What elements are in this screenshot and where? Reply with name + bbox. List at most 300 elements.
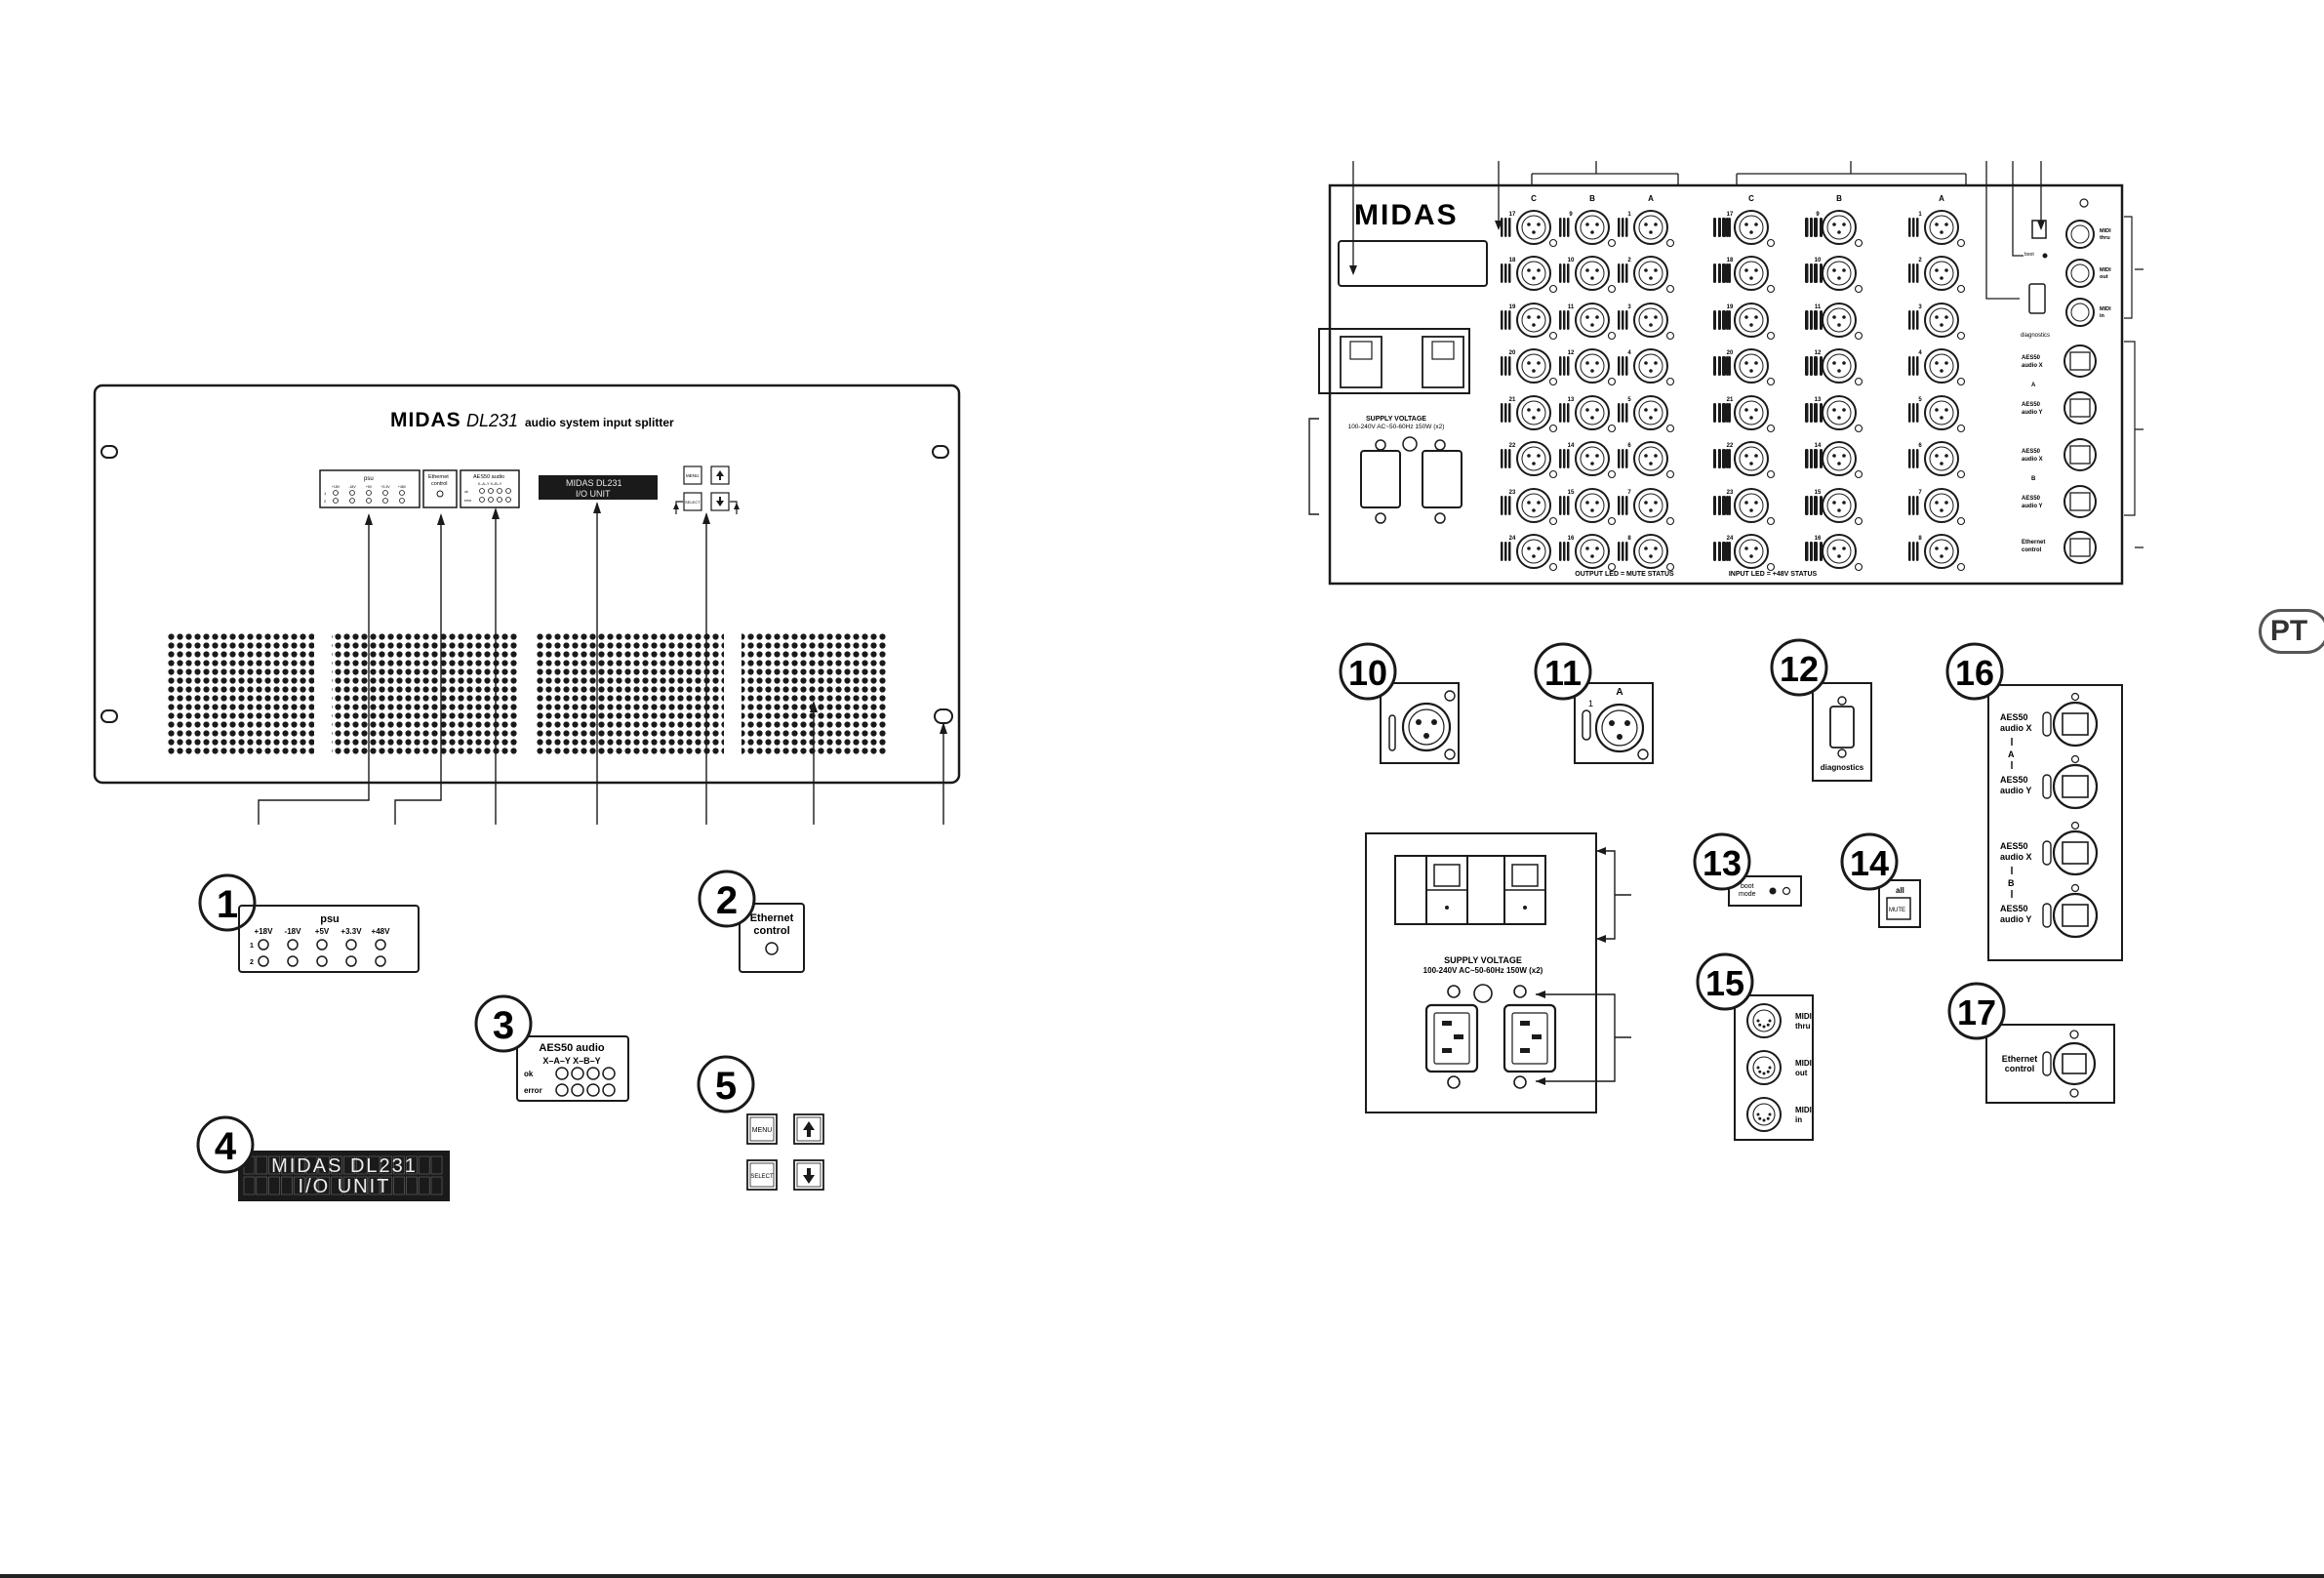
rear-xlr-pin: [1590, 508, 1594, 512]
rear-xlr-pin: [1654, 546, 1658, 550]
rear-right-column: [2021, 199, 2135, 563]
rear-bank-label: B: [1836, 194, 1842, 203]
rear-xlr-pin: [1590, 462, 1594, 465]
aes50-title: AES50 audio: [539, 1042, 605, 1054]
rear-fin: [1916, 263, 1919, 283]
rear-xlr-pin: [1944, 223, 1948, 226]
rear-xlr-pin: [1754, 454, 1758, 458]
rear-fin: [1622, 449, 1624, 468]
rear-vent-slot: [1820, 449, 1823, 468]
aes-detail-sub-label: audio X: [2000, 852, 2032, 862]
rear-vent-slot: [1810, 263, 1813, 283]
rear-vent-slot: [1723, 496, 1726, 515]
arrow-down-icon: [803, 1168, 815, 1184]
rear-fin: [1508, 449, 1511, 468]
rear-xlr-pin: [1940, 369, 1943, 373]
front-aes50-led-mini: [506, 498, 511, 503]
rear-vent-slot: [1805, 356, 1808, 376]
rear-fin: [1508, 218, 1511, 237]
rear-vent-slot: [1815, 218, 1818, 237]
rear-xlr-pin: [1842, 361, 1846, 365]
rear-xlr-pin: [1644, 315, 1648, 319]
rear-channel-number: 22: [1726, 443, 1734, 449]
front-aes50-led-mini: [489, 498, 494, 503]
rear-aes-label: AES50: [2022, 402, 2041, 408]
rear-xlr-pin: [1842, 501, 1846, 505]
rear-xlr-pin: [1537, 501, 1541, 505]
rear-fin: [1508, 310, 1511, 330]
rear-midi-label: MIDI: [2100, 228, 2111, 234]
rear-xlr-pin: [1537, 268, 1541, 272]
rear-xlr-screw: [1856, 333, 1863, 340]
rear-vent-slot: [1718, 449, 1721, 468]
callout-5-number: 5: [714, 1065, 738, 1108]
midi-label: in: [1795, 1115, 1803, 1124]
ethernet-label-2: control: [753, 925, 790, 937]
rear-fin: [1908, 449, 1911, 468]
callout-14-all-mute: [1842, 834, 1920, 927]
psu-led: [259, 956, 268, 966]
rear-channel-number: 7: [1918, 490, 1922, 496]
midi-label: MIDI: [1795, 1012, 1812, 1021]
rear-fin: [1908, 218, 1911, 237]
boot-label-1: boot: [1741, 883, 1754, 890]
callout-14-number: 14: [1849, 843, 1890, 883]
aes-detail-screw: [2072, 885, 2079, 892]
front-psu-led-mini: [334, 499, 339, 504]
rear-vent-slot: [1713, 449, 1716, 468]
rear-channel-number: 9: [1569, 212, 1573, 218]
rear-vent-slot: [1728, 218, 1731, 237]
rear-fin: [1625, 356, 1628, 376]
rear-xlr-screw: [1609, 425, 1616, 432]
rear-xlr-pin: [1527, 361, 1531, 365]
rack-hole-top-right: [933, 446, 948, 458]
lcd-line-1: MIDAS DL231: [271, 1155, 418, 1177]
front-ethernet-led: [423, 470, 457, 507]
front-vent-1: [168, 632, 314, 755]
rear-xlr-pin: [1749, 369, 1753, 373]
front-psu-rail-mini: +18V: [331, 485, 341, 489]
rear-vent-slot: [1718, 542, 1721, 561]
rear-fin: [1563, 356, 1566, 376]
rear-xlr-pin: [1527, 315, 1531, 319]
rear-xlr-pin: [1532, 369, 1536, 373]
rear-diagnostics-label: diagnostics: [2021, 333, 2051, 339]
rear-xlr-pin: [1754, 408, 1758, 412]
front-model: DL231: [466, 411, 519, 430]
rack-hole-bottom-right: [935, 709, 952, 723]
rear-xlr-pin: [1649, 416, 1653, 420]
front-lcd-mini-line1: MIDAS DL231: [566, 478, 622, 488]
rear-fin: [1508, 542, 1511, 561]
rear-xlr-pin: [1832, 408, 1836, 412]
rear-xlr-pin: [1654, 268, 1658, 272]
callout-11-input-xlr: [1536, 644, 1653, 763]
rear-xlr-screw: [1856, 286, 1863, 293]
rear-channel-number: 24: [1726, 536, 1734, 542]
rear-vent-slot: [1815, 496, 1818, 515]
rear-midi-label: thru: [2100, 235, 2110, 241]
rear-xlr-pin: [1527, 408, 1531, 412]
rear-channel-number: 23: [1508, 490, 1516, 496]
front-subtitle: audio system input splitter: [525, 416, 674, 429]
rear-xlr-screw: [1667, 286, 1674, 293]
callout-17-ethernet-port: [1949, 984, 2114, 1103]
rear-channel-number: 12: [1567, 350, 1575, 356]
rear-fin: [1559, 496, 1562, 515]
rear-channel-number: 1: [1918, 212, 1922, 218]
rear-fin: [1625, 218, 1628, 237]
midi-port[interactable]: [1747, 1098, 1781, 1131]
midi-pin: [1769, 1067, 1772, 1070]
rear-xlr-pin: [1749, 276, 1753, 280]
rear-channel-number: 16: [1567, 536, 1575, 542]
front-psu-led-mini: [367, 491, 372, 496]
midi-pin: [1758, 1024, 1761, 1027]
rear-xlr-pin: [1754, 223, 1758, 226]
rear-channel-number: 5: [1627, 397, 1631, 403]
callout-16-aes50-ports: [1947, 644, 2122, 960]
rear-vent-slot: [1815, 356, 1818, 376]
psu-row-label: 2: [250, 959, 254, 966]
rear-fin: [1618, 449, 1621, 468]
rear-xlr-pin: [1832, 315, 1836, 319]
rear-vent-slot: [1810, 403, 1813, 423]
rear-vent-slot: [1718, 263, 1721, 283]
rear-fin: [1508, 263, 1511, 283]
rear-fin: [1567, 449, 1570, 468]
front-lcd-mini: [539, 475, 658, 500]
callout-4-lcd: [198, 1117, 450, 1201]
front-psu-led-mini: [383, 491, 388, 496]
rear-fin: [1501, 403, 1503, 423]
rear-channel-number: 8: [1627, 536, 1631, 542]
rear-aes50-port[interactable]: [2064, 345, 2096, 377]
rear-xlr-pin: [1595, 361, 1599, 365]
rear-channel-number: 3: [1627, 304, 1631, 310]
front-psu-rail-mini: -18V: [348, 485, 356, 489]
aes-detail-label: AES50: [2000, 904, 2028, 913]
callout-2-number: 2: [715, 879, 739, 922]
rear-fin: [1567, 310, 1570, 330]
rear-fin: [1618, 403, 1621, 423]
rear-fin: [1508, 403, 1511, 423]
rear-aes50-port[interactable]: [2064, 439, 2096, 470]
rear-xlr-screw: [1768, 518, 1775, 525]
down-button[interactable]: [794, 1160, 823, 1190]
rear-fin: [1912, 356, 1915, 376]
rear-midi-port[interactable]: [2066, 299, 2094, 326]
aes-detail-port[interactable]: [2054, 831, 2097, 874]
rear-xlr-pin: [1654, 361, 1658, 365]
psu-led: [317, 956, 327, 966]
rear-xlr-screw: [1667, 425, 1674, 432]
rear-channel-number: 9: [1816, 212, 1820, 218]
rear-xlr-pin: [1537, 361, 1541, 365]
midi-label: MIDI: [1795, 1059, 1812, 1068]
rear-fin: [1908, 310, 1911, 330]
rear-fin: [1504, 356, 1507, 376]
rear-channel-number: 16: [1814, 536, 1822, 542]
rear-panel: [1309, 161, 2144, 584]
rear-channel-number: 2: [1918, 258, 1922, 263]
rear-xlr-screw: [1768, 471, 1775, 478]
front-vent-4: [741, 632, 888, 755]
rear-channel-number: 19: [1508, 304, 1516, 310]
rear-xlr-pin: [1749, 416, 1753, 420]
rear-xlr-pin: [1837, 369, 1841, 373]
rear-xlr-pin: [1590, 323, 1594, 327]
rear-xlr-pin: [1935, 223, 1939, 226]
midi-pin: [1757, 1113, 1760, 1116]
rear-fin: [1563, 403, 1566, 423]
rear-vent-slot: [1815, 310, 1818, 330]
rear-channel-number: 17: [1508, 212, 1516, 218]
rear-xlr-screw: [1609, 471, 1616, 478]
callout-3-number: 3: [492, 1004, 515, 1047]
rear-xlr-pin: [1532, 508, 1536, 512]
midi-pin: [1757, 1020, 1760, 1023]
rear-bank-label: A: [1648, 194, 1654, 203]
rear-fin: [1916, 403, 1919, 423]
psu-led: [259, 940, 268, 950]
rear-aes-label: AES50: [2022, 496, 2041, 502]
rear-fin: [1504, 496, 1507, 515]
rear-aes-b: B: [2031, 476, 2036, 482]
front-psu-led-mini: [383, 499, 388, 504]
rear-fin: [1618, 542, 1621, 561]
callout-17-number: 17: [1956, 992, 1997, 1032]
rear-fin: [1625, 496, 1628, 515]
rear-vent-slot: [1805, 218, 1808, 237]
rear-xlr-pin: [1837, 508, 1841, 512]
rear-fin: [1912, 403, 1915, 423]
rear-xlr-pin: [1832, 501, 1836, 505]
rear-xlr-pin: [1649, 276, 1653, 280]
front-aes50-led-mini: [480, 498, 485, 503]
rear-xlr-pin: [1585, 408, 1589, 412]
ethernet-label-1: Ethernet: [749, 912, 794, 924]
rear-midi-port[interactable]: [2066, 260, 2094, 287]
rear-xlr-pin: [1940, 230, 1943, 234]
rear-xlr-pin: [1940, 276, 1943, 280]
rear-vent-slot: [1728, 310, 1731, 330]
callout-10-number: 10: [1347, 653, 1388, 693]
rear-fin: [1622, 403, 1624, 423]
rear-xlr-pin: [1644, 223, 1648, 226]
rear-xlr-screw: [1856, 518, 1863, 525]
rear-fin: [1504, 218, 1507, 237]
rear-xlr-pin: [1944, 268, 1948, 272]
rear-xlr-pin: [1832, 268, 1836, 272]
rear-xlr-pin: [1944, 501, 1948, 505]
rear-fin: [1916, 449, 1919, 468]
aes-detail-label: AES50: [2000, 775, 2028, 785]
rear-xlr-screw: [1768, 333, 1775, 340]
rear-fin: [1622, 263, 1624, 283]
rear-midi-label: out: [2100, 274, 2108, 280]
rear-aes-label: AES50: [2022, 449, 2041, 455]
rear-vent-slot: [1723, 356, 1726, 376]
rear-eth-label-2: control: [2022, 547, 2042, 553]
midi-pin: [1758, 1117, 1761, 1120]
rear-channel-number: 6: [1918, 443, 1922, 449]
rear-xlr-screw: [1768, 425, 1775, 432]
rear-xlr-screw: [1768, 379, 1775, 385]
midi-port[interactable]: [1747, 1004, 1781, 1037]
aes-detail-latch: [2043, 712, 2051, 736]
callout-3-aes50: [476, 996, 628, 1101]
front-lcd-mini-line2: I/O UNIT: [576, 489, 611, 499]
front-aes50-cols-mini: X–A–Y X–B–Y: [477, 482, 502, 486]
rear-xlr-pin: [1649, 554, 1653, 558]
rear-bank-label: C: [1531, 194, 1537, 203]
rear-fin: [1908, 263, 1911, 283]
aes-detail-port[interactable]: [2054, 703, 2097, 746]
rear-fin: [1625, 310, 1628, 330]
arrow-up-icon: [803, 1121, 815, 1137]
rear-channel-number: 11: [1814, 304, 1822, 310]
aes50-led: [587, 1084, 599, 1096]
rear-midi-label: in: [2100, 313, 2104, 319]
rear-xlr-pin: [1654, 408, 1658, 412]
rear-input-note: INPUT LED = +48V STATUS: [1728, 571, 1818, 578]
aes50-led: [556, 1068, 568, 1079]
midi-pin: [1767, 1071, 1770, 1073]
rear-fin: [1916, 496, 1919, 515]
midi-pin: [1763, 1026, 1766, 1029]
aes50-led: [587, 1068, 599, 1079]
callout-15-number: 15: [1704, 963, 1745, 1003]
aes-detail-port[interactable]: [2054, 894, 2097, 937]
rear-xlr-screw: [1550, 518, 1557, 525]
rear-xlr-pin: [1837, 554, 1841, 558]
rear-aes-sub-label: audio X: [2022, 363, 2043, 369]
rear-xlr-pin: [1832, 454, 1836, 458]
rear-fin: [1567, 496, 1570, 515]
psu-rail-label: +48V: [371, 927, 390, 936]
rear-xlr-screw: [1667, 333, 1674, 340]
rear-channel-number: 7: [1627, 490, 1631, 496]
midi-port[interactable]: [1747, 1051, 1781, 1084]
aes-detail-port[interactable]: [2054, 765, 2097, 808]
rear-fin: [1559, 356, 1562, 376]
rear-aes-label: AES50: [2022, 355, 2041, 361]
language-tab: PT: [2259, 609, 2324, 654]
rear-fin: [1559, 403, 1562, 423]
rear-xlr-pin: [1585, 501, 1589, 505]
aes-detail-latch: [2043, 841, 2051, 865]
rear-channel-number: 10: [1814, 258, 1822, 263]
rear-xlr-pin: [1654, 501, 1658, 505]
aes50-led: [603, 1084, 615, 1096]
rear-vent-slot: [1810, 218, 1813, 237]
rear-channel-number: 6: [1627, 443, 1631, 449]
rear-supply-title: SUPPLY VOLTAGE: [1366, 416, 1426, 423]
rear-fin: [1912, 310, 1915, 330]
rear-channel-number: 12: [1814, 350, 1822, 356]
rear-xlr-screw: [1958, 471, 1965, 478]
rear-xlr-pin: [1940, 508, 1943, 512]
rear-aes50-port[interactable]: [2064, 486, 2096, 517]
rear-aes-sub-label: audio Y: [2022, 504, 2043, 509]
front-vent-2: [332, 632, 519, 755]
rear-channel-number: 2: [1627, 258, 1631, 263]
psu-led: [288, 956, 298, 966]
rear-xlr-screw: [1958, 564, 1965, 571]
select-button[interactable]: [747, 1160, 777, 1190]
rear-xlr-pin: [1944, 408, 1948, 412]
rear-xlr-pin: [1935, 501, 1939, 505]
aes-detail-screw: [2072, 694, 2079, 701]
front-psu-led-mini: [400, 491, 405, 496]
rear-fin: [1912, 263, 1915, 283]
rear-fin: [1559, 310, 1562, 330]
front-psu-rail-mini: +3.3V: [381, 485, 390, 489]
rear-xlr-pin: [1935, 408, 1939, 412]
rear-xlr-pin: [1749, 508, 1753, 512]
rear-vent-slot: [1713, 263, 1716, 283]
rear-xlr-screw: [1667, 471, 1674, 478]
front-psu-led-group: [320, 470, 420, 507]
rear-vent-slot: [1723, 263, 1726, 283]
front-ethernet-label-1: Ethernet: [428, 474, 449, 480]
rear-vent-slot: [1728, 356, 1731, 376]
rear-xlr-pin: [1595, 501, 1599, 505]
rear-midi-port[interactable]: [2066, 221, 2094, 248]
rear-xlr-pin: [1654, 454, 1658, 458]
rear-fin: [1559, 449, 1562, 468]
rear-fin: [1563, 496, 1566, 515]
rear-xlr-pin: [1744, 268, 1748, 272]
rear-channel-number: 20: [1508, 350, 1516, 356]
rear-xlr-pin: [1585, 546, 1589, 550]
rear-channel-number: 17: [1726, 212, 1734, 218]
callout-1-number: 1: [216, 883, 239, 926]
front-psu-led-mini: [367, 499, 372, 504]
power-detail: [1366, 833, 1631, 1113]
aes50-row-label: error: [524, 1086, 542, 1095]
rear-xlr-pin: [1749, 230, 1753, 234]
rear-xlr-pin: [1649, 508, 1653, 512]
rear-channel-number: 4: [1627, 350, 1631, 356]
menu-button[interactable]: [747, 1114, 777, 1144]
rear-vent-slot: [1820, 263, 1823, 283]
callout-4-number: 4: [214, 1125, 237, 1168]
rear-xlr-pin: [1590, 554, 1594, 558]
rear-fin: [1625, 542, 1628, 561]
front-psu-led-mini: [400, 499, 405, 504]
diagnostics-label: diagnostics: [1820, 763, 1864, 772]
rear-fin: [1622, 496, 1624, 515]
rack-hole-bottom-left: [101, 710, 117, 722]
rear-vent-slot: [1713, 496, 1716, 515]
eth-label-2: control: [2004, 1064, 2035, 1073]
rear-xlr-pin: [1595, 408, 1599, 412]
rear-aes50-port[interactable]: [2064, 392, 2096, 424]
up-button[interactable]: [794, 1114, 823, 1144]
rear-xlr-pin: [1595, 268, 1599, 272]
aes-detail-latch: [2043, 904, 2051, 927]
rear-vent-slot: [1723, 542, 1726, 561]
front-select-mini-label: SELECT: [685, 500, 701, 505]
rear-xlr-pin: [1527, 546, 1531, 550]
rear-xlr-pin: [1940, 554, 1943, 558]
rear-fin: [1501, 356, 1503, 376]
rear-screw: [2080, 199, 2088, 207]
rear-ethernet-port[interactable]: [2064, 532, 2096, 563]
